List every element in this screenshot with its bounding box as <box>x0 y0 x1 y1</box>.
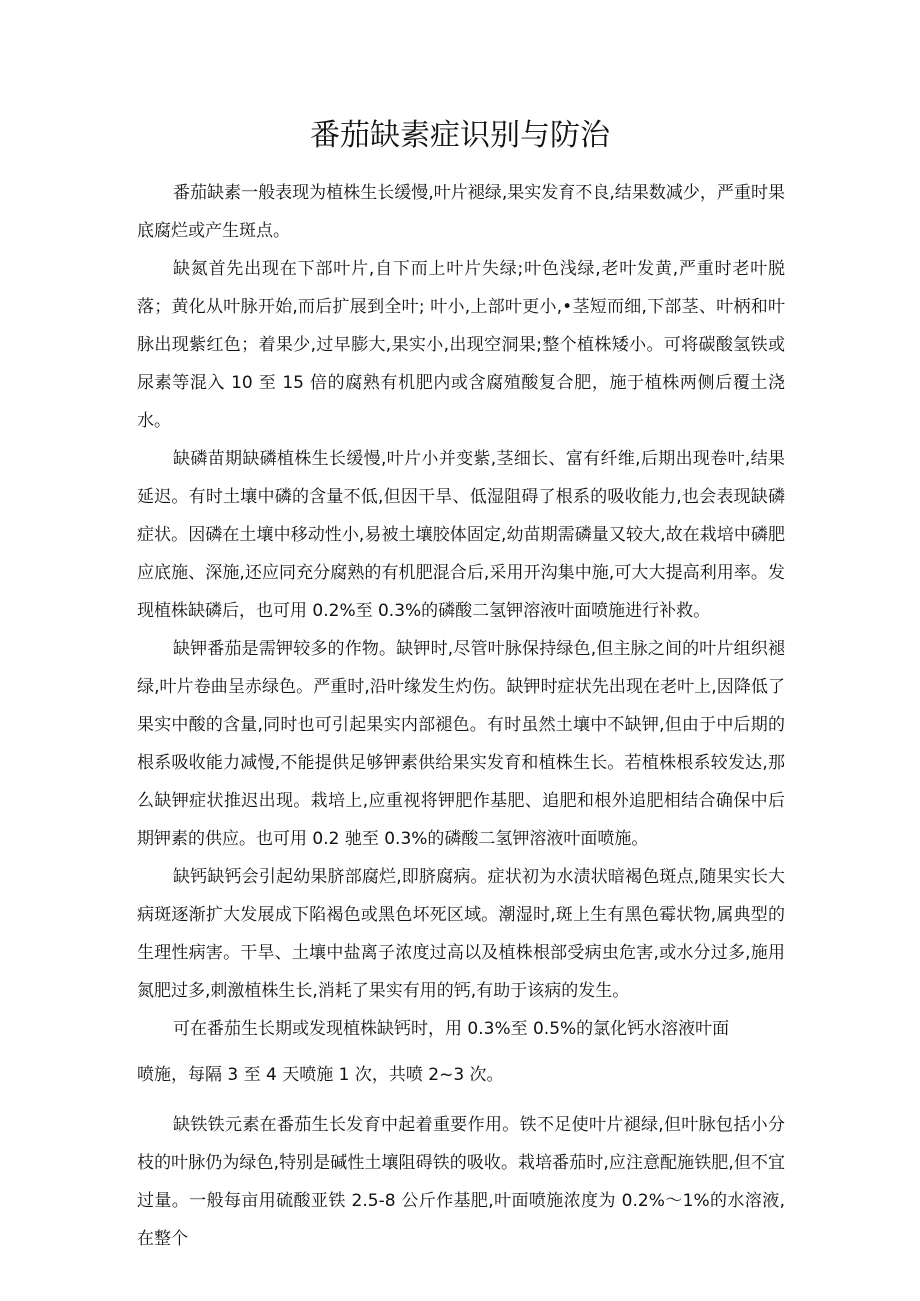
paragraph-calcium-treatment: 可在番茄生长期或发现植株缺钙时，用 0.3%至 0.5%的氯化钙水溶液叶面 <box>173 1019 730 1039</box>
paragraph-nitrogen: 缺氮首先出现在下部叶片,自下而上叶片失绿;叶色浅绿,老叶发黄,严重时老叶脱落；黄化从叶脉开始,而后扩展到全叶; 叶小,上部叶更小,•茎短而细,下部茎、叶柄和叶脉出现紫红色；着果少,过早膨大,果实小,出现空洞果;整个植株矮小。可将碳酸氢铁或尿素等混入 10 至 15 倍的腐熟有机肥内或含腐殖酸复合肥，施于植株两侧后覆土浇水。 <box>137 259 785 431</box>
document-title: 番茄缺素症识别与防治 <box>310 118 610 153</box>
paragraph-calcium-spray: 喷施，每隔 3 至 4 天喷施 1 次，共喷 2~3 次。 <box>137 1065 504 1085</box>
paragraph-iron: 缺铁铁元素在番茄生长发育中起着重要作用。铁不足使叶片褪绿,但叶脉包括小分枝的叶脉仍为绿色,特别是碱性土壤阻碍铁的吸收。栽培番茄时,应注意配施铁肥,但不宜过量。一般每亩用硫酸亚铁 2.5-8 公斤作基肥,叶面喷施浓度为 0.2%～1%的水溶液,在整个 <box>137 1115 785 1249</box>
paragraph-potassium: 缺钾番茄是需钾较多的作物。缺钾时,尽管叶脉保持绿色,但主脉之间的叶片组织褪绿,叶片卷曲呈赤绿色。严重时,沿叶缘发生灼伤。缺钾时症状先出现在老叶上,因降低了果实中酸的含量,同时也可引起果实内部褪色。有时虽然土壤中不缺钾,但由于中后期的根系吸收能力减慢,不能提供足够钾素供给果实发育和植株生长。若植株根系较发达,那么缺钾症状推迟出现。栽培上,应重视将钾肥作基肥、追肥和根外追肥相结合确保中后期钾素的供应。也可用 0.2 驰至 0.3%的磷酸二氢钾溶液叶面喷施。 <box>137 639 785 849</box>
paragraph-phosphorus: 缺磷苗期缺磷植株生长缓慢,叶片小并变紫,茎细长、富有纤维,后期出现卷叶,结果延迟。有时土壤中磷的含量不低,但因干旱、低湿阻碍了根系的吸收能力,也会表现缺磷症状。因磷在土壤中移动性小,易被土壤胶体固定,幼苗期需磷量又较大,故在栽培中磷肥应底施、深施,还应同充分腐熟的有机肥混合后,采用开沟集中施,可大大提高利用率。发现植株缺磷后，也可用 0.2%至 0.3%的磷酸二氢钾溶液叶面喷施进行补救。 <box>137 449 785 621</box>
paragraph-calcium: 缺钙缺钙会引起幼果脐部腐烂,即脐腐病。症状初为水渍状暗褐色斑点,随果实长大病斑逐渐扩大发展成下陷褐色或黑色坏死区域。潮湿时,斑上生有黑色霉状物,属典型的生理性病害。干旱、土壤中盐离子浓度过高以及植株根部受病虫危害,或水分过多,施用氮肥过多,刺激植株生长,消耗了果实有用的钙,有助于该病的发生。 <box>137 867 785 1001</box>
paragraph-intro: 番茄缺素一般表现为植株生长缓慢,叶片褪绿,果实发育不良,结果数减少，严重时果底腐烂或产生斑点。 <box>137 183 785 241</box>
document-body <box>137 174 785 1258</box>
